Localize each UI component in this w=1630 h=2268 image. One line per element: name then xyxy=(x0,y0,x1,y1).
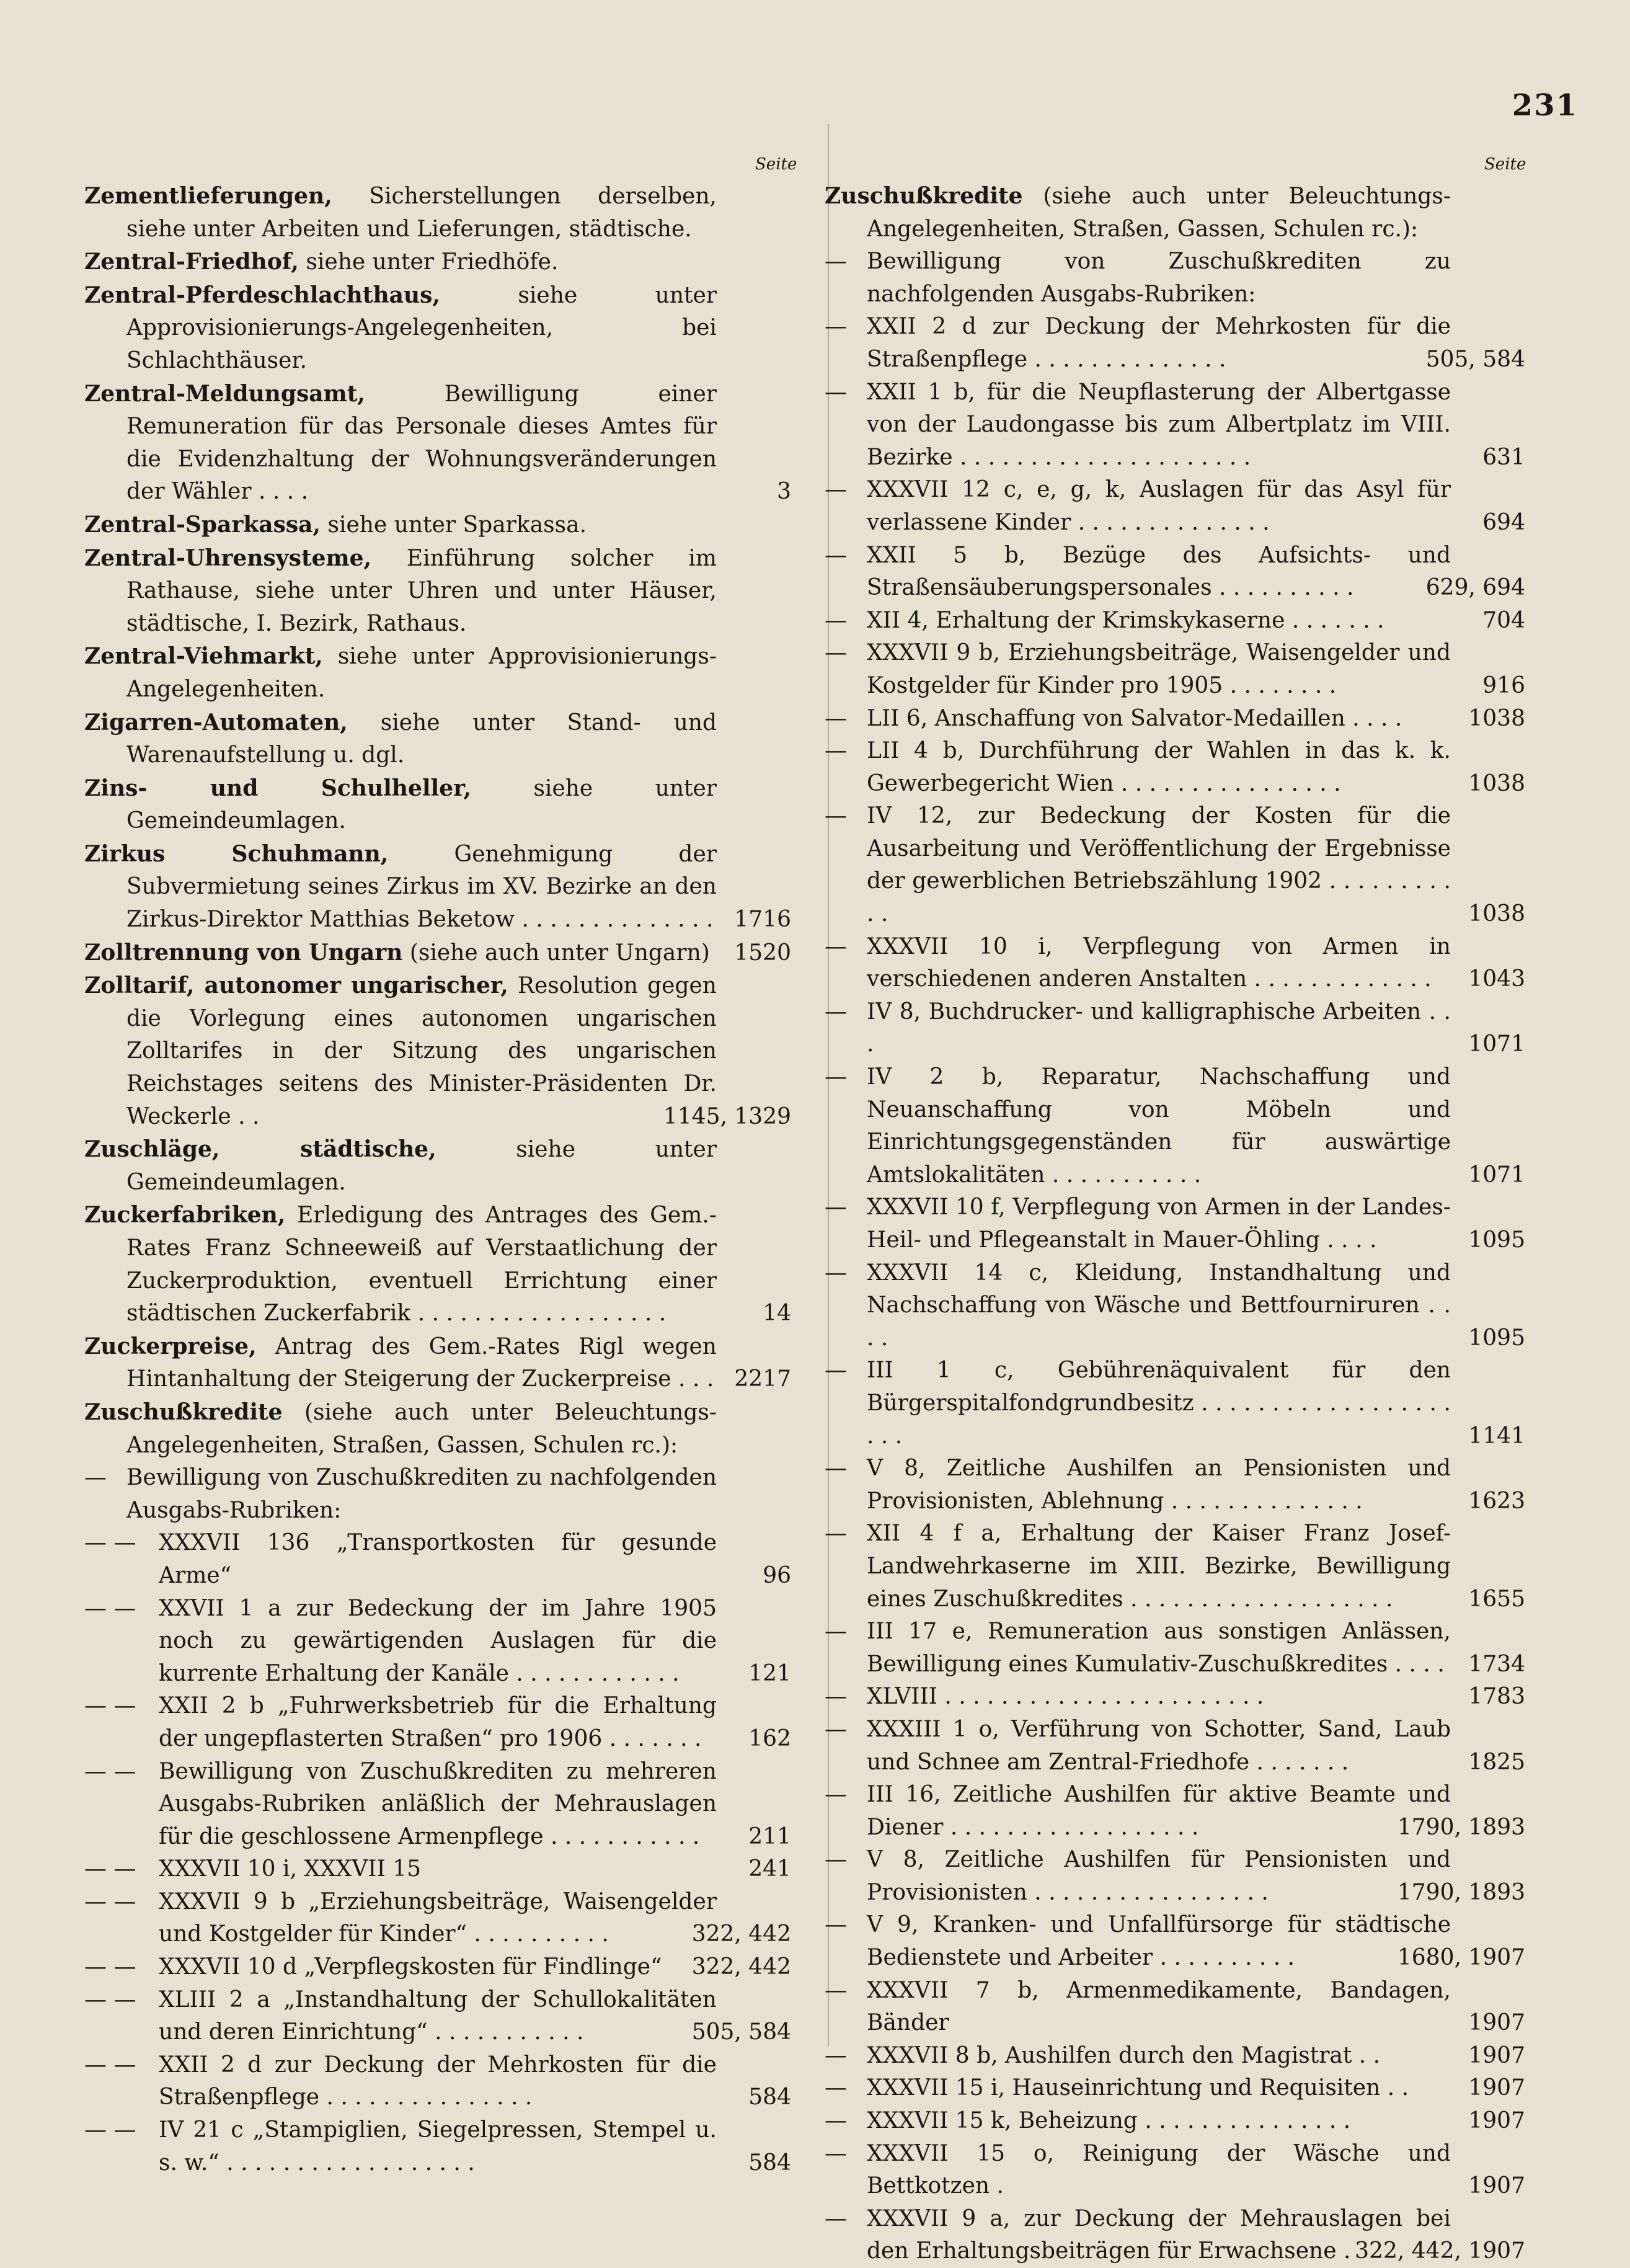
entry-text: XXXVII 10 i, XXXVII 15 xyxy=(159,1856,421,1882)
entry-text: XXXVII 10 f, Verpflegung von Armen in der Landes-Heil- und Pflegeanstalt in Mauer-Öhling . . . . xyxy=(867,1194,1451,1253)
entry-dash: — xyxy=(825,1260,847,1286)
entry-heading: Zolltarif, autonomer ungarischer, xyxy=(84,972,508,999)
entry-text: XXXVII 14 c, Kleidung, Instandhaltung und Nachschaffung von Wäsche und Bettfourniruren . . . . xyxy=(867,1260,1451,1351)
entry-text: V 8, Zeitliche Aushilfen für Pensionisten und Provisionisten . . . . . . . . . . . . . . . . . xyxy=(867,1847,1451,1905)
entry-text: (siehe auch unter Beleuchtungs-Angelegenheiten, Straßen, Gassen, Schulen rc.): xyxy=(126,1399,717,1458)
index-entry xyxy=(84,772,791,838)
page-reference: 14 xyxy=(763,1301,791,1327)
entry-dash: — xyxy=(825,933,847,959)
index-subentry xyxy=(825,540,1525,605)
page-reference: 584 xyxy=(748,2150,791,2176)
index-subentry xyxy=(84,1527,791,1592)
page-reference: 1141 xyxy=(1468,1423,1525,1449)
entry-text: Bewilligung von Zuschußkrediten zu mehreren Ausgabs-Rubriken anläßlich der Mehrauslagen für die geschlossene Armenpflege . . . . . . . . . . . xyxy=(159,1758,717,1849)
entry-text: XLIII 2 a „Instandhaltung der Schullokalitäten und deren Einrichtung“ . . . . . . . . . . . xyxy=(159,1986,717,2045)
entry-text: LII 6, Anschaffung von Salvator-Medaillen . . . . xyxy=(867,705,1402,731)
page-reference: 1790, 1893 xyxy=(1397,1814,1525,1840)
index-subentry xyxy=(825,1681,1525,1714)
entry-dash: — xyxy=(825,1358,847,1384)
entry-text: III 17 e, Remuneration aus sonstigen Anlässen, Bewilligung eines Kumulativ-Zuschußkredites . . . . xyxy=(867,1619,1451,1677)
entry-text: XXXIII 1 o, Verführung von Schotter, Sand, Laub und Schnee am Zentral-Friedhofe . . . . . . . xyxy=(867,1716,1451,1775)
index-subentry xyxy=(825,1257,1525,1355)
index-subentry xyxy=(825,2072,1525,2105)
entry-heading: Zentral-Friedhof, xyxy=(84,249,299,275)
index-subentry xyxy=(825,1191,1525,1256)
page-reference: 1038 xyxy=(1468,705,1525,731)
entry-text: XXXVII 9 b „Erziehungsbeiträge, Waisengelder und Kostgelder für Kinder“ . . . . . . . . . . xyxy=(159,1888,717,1947)
page-reference: 1680, 1907 xyxy=(1397,1945,1525,1971)
page-reference: 1071 xyxy=(1468,1162,1525,1188)
index-entry xyxy=(84,279,791,378)
entry-heading: Zuschußkredite xyxy=(825,183,1023,209)
page-reference: 322, 442 xyxy=(691,1921,791,1947)
entry-text: XXII 2 b „Fuhrwerksbetrieb für die Erhaltung der ungepflasterten Straßen“ pro 1906 . . . . . . . xyxy=(159,1693,717,1751)
index-entry xyxy=(84,838,791,936)
entry-heading: Zuckerfabriken, xyxy=(84,1202,286,1229)
entry-text: III 1 c, Gebührenäquivalent für den Bürgerspitalfondgrundbesitz . . . . . . . . . . . . . . . . . . . . . xyxy=(867,1358,1451,1449)
index-subentry xyxy=(825,246,1525,311)
index-column-left xyxy=(84,180,791,2179)
index-subentry xyxy=(825,931,1525,996)
entry-text: XXXVII 10 i, Verpflegung von Armen in verschiedenen anderen Anstalten . . . . . . . . . . . . . xyxy=(867,933,1451,992)
entry-text: siehe unter Sparkassa. xyxy=(327,512,587,538)
entry-heading: Zolltrennung von Ungarn xyxy=(84,939,403,966)
page-reference: 1790, 1893 xyxy=(1397,1879,1525,1905)
page-reference: 631 xyxy=(1482,444,1525,470)
page-reference: 704 xyxy=(1482,607,1525,633)
entry-text: Einführung solcher im Rathause, siehe unter Uhren und unter Häuser, städtische, I. Bezirk, Rathaus. xyxy=(126,545,717,636)
entry-dash: — — xyxy=(84,2052,136,2078)
entry-dash: — xyxy=(825,1194,847,1221)
column-header-left: Seite xyxy=(755,155,797,174)
column-header-right: Seite xyxy=(1484,155,1526,174)
entry-text: siehe unter Gemeindeumlagen. xyxy=(126,1137,717,1195)
entry-dash: — xyxy=(825,1064,847,1090)
entry-dash: — xyxy=(825,2042,847,2068)
entry-text: V 8, Zeitliche Aushilfen an Pensionisten und Provisionisten, Ablehnung . . . . . . . . . . . . . . xyxy=(867,1456,1451,1514)
entry-heading: Zirkus Schuhmann, xyxy=(84,840,389,867)
index-subentry xyxy=(84,1756,791,1854)
entry-dash: — — xyxy=(84,1888,136,1914)
page-reference: 1907 xyxy=(1468,2075,1525,2101)
entry-dash: — xyxy=(825,1521,847,1547)
entry-dash: — xyxy=(825,477,847,503)
page-reference: 1043 xyxy=(1468,966,1525,992)
index-entry xyxy=(84,509,791,542)
index-entry xyxy=(84,542,791,641)
index-entry xyxy=(84,936,791,970)
index-subentry xyxy=(825,1909,1525,1974)
entry-text: XXXVII 15 o, Reinigung der Wäsche und Bettkotzen . xyxy=(867,2140,1451,2199)
entry-text: Genehmigung der Subvermietung seines Zirkus im XV. Bezirke an den Zirkus-Direktor Matthias Beketow . . . . . . . . . . . . . . xyxy=(126,841,717,933)
entry-heading: Zuckerpreise, xyxy=(84,1333,257,1359)
entry-heading: Zementlieferungen, xyxy=(84,183,332,209)
entry-dash: — xyxy=(825,803,847,829)
index-subentry xyxy=(84,1690,791,1755)
entry-dash: — xyxy=(825,1456,847,1482)
page-reference: 1520 xyxy=(734,940,791,966)
index-entry xyxy=(84,1396,791,1462)
index-subentry xyxy=(84,1462,791,1527)
entry-dash: — xyxy=(825,705,847,731)
index-subentry xyxy=(825,2105,1525,2138)
entry-text: siehe unter Gemeindeumlagen. xyxy=(126,775,717,834)
index-subentry xyxy=(825,637,1525,702)
entry-text: XXXVII 12 c, e, g, k, Auslagen für das Asyl für verlassene Kinder . . . . . . . . . . . . . . xyxy=(867,477,1451,535)
entry-heading: Zentral-Sparkassa, xyxy=(84,511,321,538)
page-reference: 322, 442, 1907 xyxy=(1355,2238,1525,2264)
index-subentry xyxy=(825,311,1525,376)
index-subentry xyxy=(825,996,1525,1061)
entry-text: IV 8, Buchdrucker- und kalligraphische Arbeiten . . . xyxy=(867,998,1451,1057)
index-entry xyxy=(84,246,791,279)
entry-text: XXXVII 8 b, Aushilfen durch den Magistrat . . xyxy=(867,2042,1381,2068)
index-subentry xyxy=(84,1886,791,1951)
index-subentry xyxy=(825,1844,1525,1909)
entry-dash: — xyxy=(825,1619,847,1645)
entry-dash: — xyxy=(825,542,847,568)
entry-text: siehe unter Stand- und Warenaufstellung u. dgl. xyxy=(126,709,717,768)
entry-heading: Zins- und Schulheller, xyxy=(84,775,472,801)
page-reference: 1825 xyxy=(1468,1749,1525,1775)
entry-dash: — xyxy=(825,998,847,1025)
page-reference: 1907 xyxy=(1468,2173,1525,2199)
index-subentry xyxy=(825,376,1525,474)
entry-text: XXII 2 d zur Deckung der Mehrkosten für die Straßenpflege . . . . . . . . . . . . . . . xyxy=(159,2052,717,2110)
entry-text: Antrag des Gem.-Rates Rigl wegen Hintanhaltung der Steigerung der Zuckerpreise . . . xyxy=(126,1333,717,1392)
index-entry xyxy=(84,969,791,1133)
index-subentry xyxy=(84,2114,791,2179)
index-entry xyxy=(84,706,791,772)
entry-text: Erledigung des Antrages des Gem.-Rates Franz Schneeweiß auf Verstaatlichung der Zuckerproduktion, eventuell Errichtung einer städtischen Zuckerfabrik . . . . . . . . . . . . . . . . . . xyxy=(126,1203,717,1327)
page-reference: 211 xyxy=(748,1823,791,1849)
index-subentry xyxy=(825,2040,1525,2073)
entry-heading: Zentral-Meldungsamt, xyxy=(84,380,365,407)
page-reference: 1071 xyxy=(1468,1031,1525,1057)
entry-text: XXXVII 10 d „Verpflegskosten für Findlinge“ xyxy=(159,1954,662,1980)
index-subentry xyxy=(825,1354,1525,1452)
page-reference: 96 xyxy=(763,1562,791,1588)
index-subentry xyxy=(825,1061,1525,1191)
index-subentry xyxy=(825,2138,1525,2203)
entry-text: XXVII 1 a zur Bedeckung der im Jahre 1905 noch zu gewärtigenden Auslagen für die kurrente Erhaltung der Kanäle . . . . . . . . . . . . xyxy=(159,1595,717,1686)
entry-heading: Zuschläge, städtische, xyxy=(84,1136,436,1163)
entry-dash: — — xyxy=(84,2117,136,2143)
page-reference: 2217 xyxy=(734,1366,791,1392)
page-reference: 505, 584 xyxy=(1425,346,1525,372)
entry-dash: — xyxy=(825,1716,847,1742)
entry-dash: — xyxy=(825,1977,847,2003)
page-reference: 1734 xyxy=(1468,1651,1525,1677)
entry-text: Bewilligung einer Remuneration für das Personale dieses Amtes für die Evidenzhaltung der Wohnungsveränderungen der Wähler . . . . xyxy=(126,381,717,505)
index-subentry xyxy=(825,703,1525,736)
index-subentry xyxy=(84,2049,791,2114)
entry-text: III 16, Zeitliche Aushilfen für aktive Beamte und Diener . . . . . . . . . . . . . . . . . . xyxy=(867,1782,1451,1840)
index-entry xyxy=(84,180,791,246)
page-reference: 1145, 1329 xyxy=(663,1103,791,1129)
index-column-right xyxy=(825,180,1525,2268)
index-subentry xyxy=(825,1779,1525,1844)
page-reference: 1038 xyxy=(1468,770,1525,796)
index-subentry xyxy=(825,605,1525,638)
page-reference: 1716 xyxy=(734,907,791,933)
entry-dash: — — xyxy=(84,1856,136,1882)
index-subentry xyxy=(825,474,1525,539)
entry-text: LII 4 b, Durchführung der Wahlen in das k. k. Gewerbegericht Wien . . . . . . . . . . . . . . . . xyxy=(867,738,1451,796)
page-reference: 694 xyxy=(1482,509,1525,535)
page-reference: 1907 xyxy=(1468,2010,1525,2036)
entry-dash: — — xyxy=(84,1595,136,1621)
index-subentry xyxy=(825,1518,1525,1616)
index-entry xyxy=(84,1199,791,1330)
index-entry xyxy=(825,180,1525,246)
page-reference: 584 xyxy=(748,2084,791,2110)
entry-text: XXXVII 136 „Transportkosten für gesunde Arme“ xyxy=(159,1530,717,1588)
entry-dash: — — xyxy=(84,1758,136,1784)
entry-text: XXXVII 15 i, Hauseinrichtung und Requisiten . . xyxy=(867,2075,1409,2101)
index-entry xyxy=(84,1330,791,1396)
entry-heading: Zigarren-Automaten, xyxy=(84,709,348,736)
entry-dash: — xyxy=(825,2075,847,2101)
entry-dash: — xyxy=(825,1782,847,1808)
entry-dash: — xyxy=(825,2140,847,2166)
entry-dash: — xyxy=(825,249,847,275)
entry-dash: — xyxy=(825,1912,847,1938)
entry-text: IV 12, zur Bedeckung der Kosten für die Ausarbeitung und Veröffentlichung der Ergebnisse der gewerblichen Betriebszählung 1902 . . . . . . . . . . . xyxy=(867,803,1451,927)
entry-dash: — — xyxy=(84,1954,136,1980)
entry-text: siehe unter Approvisionierungs-Angelegenheiten. xyxy=(126,644,717,702)
entry-text: XXII 2 d zur Deckung der Mehrkosten für die Straßenpflege . . . . . . . . . . . . . . xyxy=(867,314,1451,372)
index-subentry xyxy=(84,1951,791,1984)
page-reference: 1623 xyxy=(1468,1488,1525,1514)
entry-dash: — — xyxy=(84,1530,136,1556)
entry-text: XXII 5 b, Bezüge des Aufsichts- und Straßensäuberungspersonales . . . . . . . . . . xyxy=(867,542,1451,601)
entry-text: XXXVII 9 a, zur Deckung der Mehrauslagen bei den Erhaltungsbeiträgen für Erwachsene . xyxy=(867,2205,1451,2264)
page-number: 231 xyxy=(1512,88,1578,123)
entry-dash: — — xyxy=(84,1693,136,1719)
entry-text: siehe unter Friedhöfe. xyxy=(306,249,559,275)
page-reference: 322, 442 xyxy=(691,1954,791,1980)
entry-heading: Zentral-Uhrensysteme, xyxy=(84,545,372,571)
entry-dash: — xyxy=(825,2108,847,2134)
page-reference: 1655 xyxy=(1468,1586,1525,1612)
page-reference: 121 xyxy=(748,1660,791,1686)
entry-heading: Zentral-Pferdeschlachthaus, xyxy=(84,282,440,308)
page-reference: 3 xyxy=(777,479,791,505)
page-reference: 241 xyxy=(748,1856,791,1882)
page-reference: 629, 694 xyxy=(1425,575,1525,601)
index-subentry xyxy=(825,1452,1525,1518)
entry-text: XXXVII 9 b, Erziehungsbeiträge, Waisengelder und Kostgelder für Kinder pro 1905 . . . . . . . . xyxy=(867,640,1451,698)
entry-text: XXXVII 15 k, Beheizung . . . . . . . . . . . . . . . xyxy=(867,2108,1351,2134)
index-entry xyxy=(84,378,791,509)
index-subentry xyxy=(84,1593,791,1691)
page-reference: 1095 xyxy=(1468,1325,1525,1351)
entry-dash: — xyxy=(825,607,847,633)
entry-text: XXXVII 7 b, Armenmedikamente, Bandagen, Bänder xyxy=(867,1977,1451,2036)
index-subentry xyxy=(825,2203,1525,2268)
entry-heading: Zentral-Viehmarkt, xyxy=(84,643,323,670)
index-subentry xyxy=(84,1853,791,1886)
entry-text: Bewilligung von Zuschußkrediten zu nachfolgenden Ausgabs-Rubriken: xyxy=(867,249,1451,307)
index-subentry xyxy=(825,735,1525,800)
entry-text: (siehe auch unter Beleuchtungs-Angelegenheiten, Straßen, Gassen, Schulen rc.): xyxy=(867,184,1451,242)
entry-text: XII 4, Erhaltung der Krimskykaserne . . . . . . . xyxy=(867,607,1384,633)
entry-text: XII 4 f a, Erhaltung der Kaiser Franz Josef-Landwehrkaserne im XIII. Bezirke, Bewilligung eines Zuschußkredites . . . . . . . . . . . . . . . . . . . xyxy=(867,1521,1451,1612)
index-subentry xyxy=(825,1616,1525,1681)
entry-text: XLVIII . . . . . . . . . . . . . . . . . . . . . . . xyxy=(867,1684,1264,1710)
entry-dash: — xyxy=(825,2205,847,2231)
page-reference: 162 xyxy=(748,1725,791,1751)
entry-dash: — xyxy=(825,379,847,405)
entry-text: Bewilligung von Zuschußkrediten zu nachfolgenden Ausgabs-Rubriken: xyxy=(126,1465,717,1523)
page-reference: 1038 xyxy=(1468,901,1525,927)
entry-dash: — xyxy=(825,314,847,340)
index-subentry xyxy=(825,1714,1525,1779)
page-reference: 1907 xyxy=(1468,2042,1525,2068)
page-reference: 505, 584 xyxy=(691,2019,791,2045)
entry-dash: — xyxy=(825,738,847,764)
page-reference: 1095 xyxy=(1468,1227,1525,1253)
entry-text: IV 2 b, Reparatur, Nachschaffung und Neuanschaffung von Möbeln und Einrichtungsgegenständen für auswärtige Amtslokalitäten . . . . . . . . . . . xyxy=(867,1064,1451,1188)
entry-text: V 9, Kranken- und Unfallfürsorge für städtische Bedienstete und Arbeiter . . . . . . . . . . xyxy=(867,1912,1451,1971)
index-entry xyxy=(84,1133,791,1199)
entry-heading: Zuschußkredite xyxy=(84,1399,283,1425)
index-subentry xyxy=(825,1975,1525,2040)
entry-dash: — — xyxy=(84,1986,136,2012)
index-entry xyxy=(84,640,791,706)
page-reference: 1907 xyxy=(1468,2108,1525,2134)
entry-text: Resolution gegen die Vorlegung eines autonomen ungarischen Zolltarifes in der Sitzung des ungarischen Reichstages seitens des Minister-Präsidenten Dr. Weckerle . . xyxy=(126,973,717,1129)
entry-text: IV 21 c „Stampiglien, Siegelpressen, Stempel u. s. w.“ . . . . . . . . . . . . . . . . . . xyxy=(159,2117,717,2176)
entry-dash: — xyxy=(825,640,847,666)
entry-dash: — xyxy=(825,1847,847,1873)
entry-text: siehe unter Approvisionierungs-Angelegenheiten, bei Schlachthäuser. xyxy=(126,282,717,373)
page-reference: 916 xyxy=(1482,672,1525,698)
entry-text: (siehe auch unter Ungarn) xyxy=(409,940,710,966)
entry-text: Sicherstellungen derselben, siehe unter Arbeiten und Lieferungen, städtische. xyxy=(126,184,717,242)
page-reference: 1783 xyxy=(1468,1684,1525,1710)
entry-dash: — xyxy=(825,1684,847,1710)
entry-text: XXII 1 b, für die Neupflasterung der Albertgasse von der Laudongasse bis zum Albertplatz im VIII. Bezirke . . . . . . . . . . . . . . . . . . . . . xyxy=(867,379,1451,470)
index-subentry xyxy=(84,1984,791,2049)
entry-dash: — xyxy=(84,1465,107,1491)
index-subentry xyxy=(825,800,1525,930)
